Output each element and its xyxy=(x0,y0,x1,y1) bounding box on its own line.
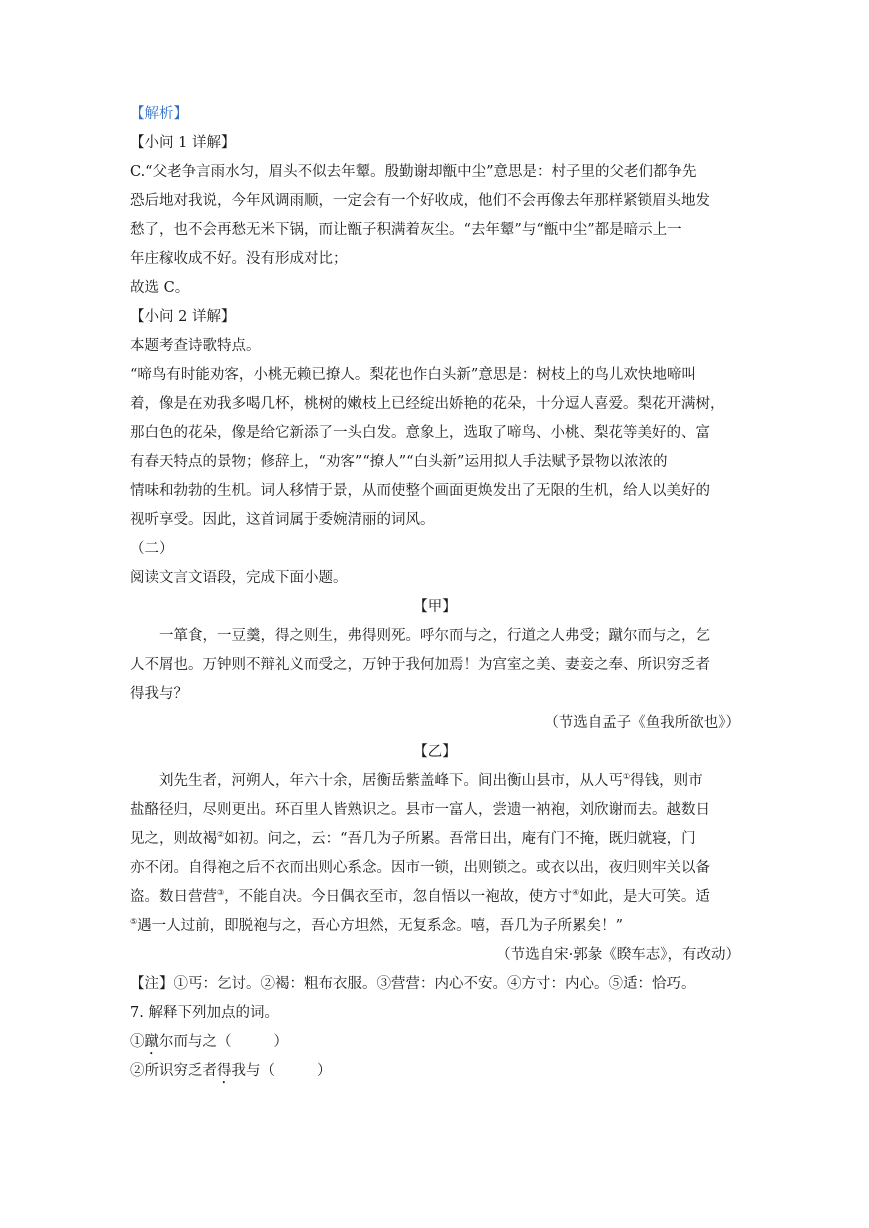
dotted-char: 得 xyxy=(217,1063,232,1079)
q2-text-line: 情味和勃勃的生机。词人移情于景，从而使整个画面更焕发出了无限的生机，给人以美好的 xyxy=(130,483,710,499)
question-7: 7. 解释下列加点的词。 xyxy=(130,1005,279,1021)
yi-text-line: 见之，则故褐②如初。问之，云：“吾几为子所累。吾常日出，庵有门不掩，既归就寝，门 xyxy=(130,830,696,847)
q1-text-line: 恐后地对我说，今年风调雨顺，一定会有一个好收成，他们不会再像去年那样紧锁眉头地发 xyxy=(130,193,710,209)
jia-text-line: 一箪食，一豆羹，得之则生，弗得则死。呼尔而与之，行道之人弗受；蹴尔而与之，乞 xyxy=(159,628,710,644)
jia-text-line: 人不屑也。万钟则不辩礼义而受之，万钟于我何加焉！为宫室之美、妻妾之奉、所识穷乏者 xyxy=(130,657,710,673)
q2-heading: 【小问 2 详解】 xyxy=(130,309,236,325)
yi-title: 【乙】 xyxy=(413,744,457,760)
yi-text-line: 盐酪径归，尽则更出。环百里人皆熟识之。县市一富人，尝遗一衲袍，刘欣谢而去。越数日 xyxy=(130,802,710,818)
q7-item: ②所识穷乏者得我与（ ） xyxy=(130,1063,332,1079)
q2-text-line: “啼鸟有时能劝客，小桃无赖已撩人。梨花也作白头新”意思是：树枝上的鸟儿欢快地啼叫 xyxy=(130,367,696,383)
document-page xyxy=(130,100,740,1086)
footnote-marker: ⑤ xyxy=(130,917,138,927)
q2-text-line: 有春天特点的景物；修辞上，“劝客”“撩人”“白头新”运用拟人手法赋予景物以浓浓的 xyxy=(130,454,668,470)
jia-text-line: 得我与？ xyxy=(130,686,188,702)
q1-heading: 【小问 1 详解】 xyxy=(130,135,236,151)
footnote-marker: ③ xyxy=(217,888,225,898)
section-two-label: （二） xyxy=(130,541,174,557)
q1-text-line: 年庄稼收成不好。没有形成对比； xyxy=(130,251,348,267)
yi-source: （节选自宋·郭彖《睽车志》，有改动） xyxy=(496,947,740,963)
yi-text-line: 刘先生者，河朔人，年六十余，居衡岳紫盖峰下。间出衡山县市，从人丐①得钱，则市 xyxy=(159,772,703,789)
reading-instruction: 阅读文言文语段，完成下面小题。 xyxy=(130,570,348,586)
footnote-marker: ② xyxy=(217,830,225,840)
annotation-notes: 【注】①丐：乞讨。②褐：粗布衣服。③营营：内心不安。④方寸：内心。⑤适：恰巧。 xyxy=(130,976,696,992)
q1-answer: 故选 C。 xyxy=(130,280,190,296)
analysis-label: 【解析】 xyxy=(130,106,188,122)
jia-source: （节选自孟子《鱼我所欲也》） xyxy=(544,715,740,731)
q2-text-line: 视听享受。因此，这首词属于委婉清丽的词风。 xyxy=(130,512,435,528)
q1-text-line: 愁了，也不会再愁无米下锅，而让甑子积满着灰尘。“去年颦”与“甑中尘”都是暗示上一 xyxy=(130,222,682,238)
q2-intro: 本题考查诗歌特点。 xyxy=(130,338,261,354)
yi-text-line: 亦不闭。自得袍之后不衣而出则心系念。因市一锁，出则锁之。或衣以出，夜归则牢关以备 xyxy=(130,860,710,876)
yi-text-line: ⑤遇一人过前，即脱袍与之，吾心方坦然，无复系念。嘻，吾几为子所累矣！” xyxy=(130,917,624,934)
jia-title: 【甲】 xyxy=(413,599,457,615)
q2-text-line: 那白色的花朵，像是给它新添了一头白发。意象上，选取了啼鸟、小桃、梨花等美好的、富 xyxy=(130,425,710,441)
dotted-char: 蹴 xyxy=(144,1034,159,1050)
footnote-marker: ④ xyxy=(572,888,580,898)
q1-text-line: C.“父老争言雨水匀，眉头不似去年颦。殷勤谢却甑中尘”意思是：村子里的父老们都争先 xyxy=(130,164,697,180)
yi-text-line: 盗。数日营营③，不能自决。今日偶衣至市，忽自悟以一袍故，使方寸④如此，是大可笑。适 xyxy=(130,888,710,905)
footnote-marker: ① xyxy=(623,772,631,782)
q2-text-line: 着，像是在劝我多喝几杯，桃树的嫩枝上已经绽出娇艳的花朵，十分逗人喜爱。梨花开满树， xyxy=(130,396,725,412)
q7-item: ①蹴尔而与之（ ） xyxy=(130,1034,288,1050)
